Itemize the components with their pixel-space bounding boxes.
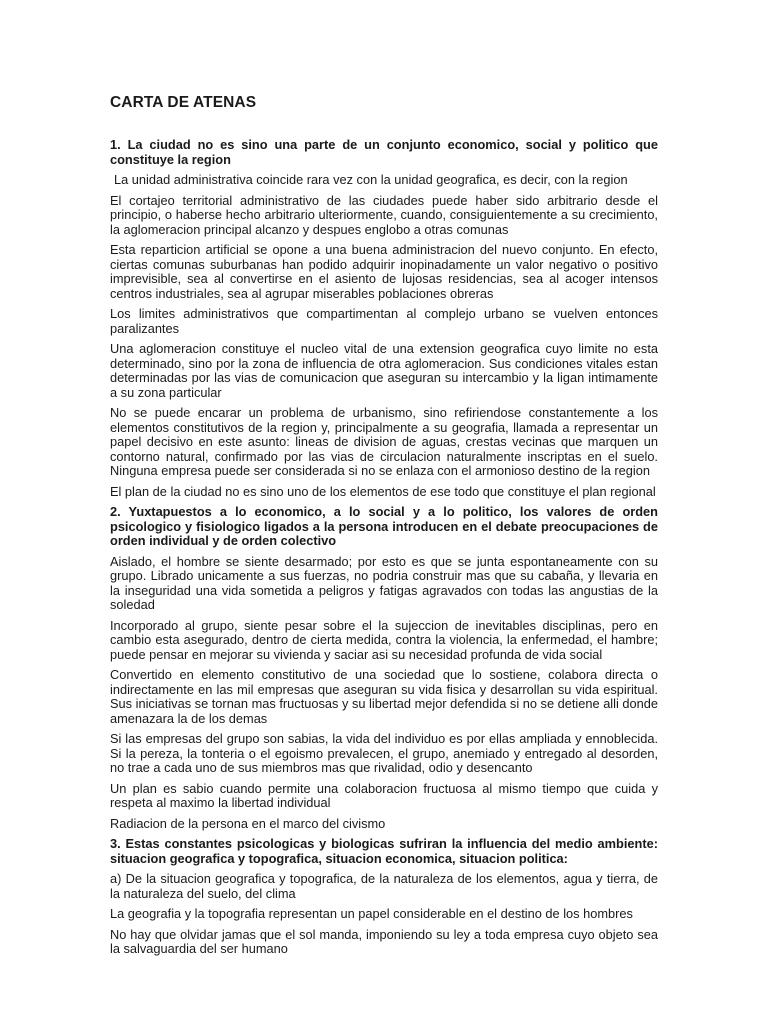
paragraph: Una aglomeracion constituye el nucleo vital de una extension geografica cuyo limite no esta determinado, sino por la zona de influencia de otra aglomeracion. Sus condiciones vitales estan determinadas por las vias de comunicacion que aseguran su intercambio y la ligan intimamente a su zona particular <box>110 341 658 400</box>
section-heading: 2. Yuxtapuestos a lo economico, a lo social y a lo politico, los valores de orden psicologico y fisiologico ligados a la persona introducen en el debate preocupaciones de orden individual y de orden colectivo <box>110 504 658 548</box>
paragraph: El cortajeo territorial administrativo de las ciudades puede haber sido arbitrario desde el principio, o haberse hecho arbitrario ulteriormente, cuando, consiguientemente a su crecimiento, la aglomeracion principal alcanzo y despues englobo a otras comunas <box>110 192 658 237</box>
paragraph: a) De la situacion geografica y topografica, de la naturaleza de los elementos, agua y tierra, de la naturaleza del suelo, del clima <box>110 871 658 901</box>
paragraph: Convertido en elemento constitutivo de una sociedad que lo sostiene, colabora directa o indirectamente en las mil empresas que aseguran su vida fisica y desarrollan su vida espiritual. Sus iniciativas se tornan mas fructuosas y su libertad mejor defendida si no se detiene alli donde amenazara la de los demas <box>110 667 658 726</box>
paragraph: La geografia y la topografia representan un papel considerable en el destino de los hombres <box>110 906 633 921</box>
paragraph: No hay que olvidar jamas que el sol manda, imponiendo su ley a toda empresa cuyo objeto sea la salvaguardia del ser humano <box>110 926 658 956</box>
section-heading: 3. Estas constantes psicologicas y biologicas sufriran la influencia del medio ambiente: situacion geografica y topografica, situacion economica, situacion politica: <box>110 836 658 866</box>
paragraph: El plan de la ciudad no es sino uno de los elementos de ese todo que constituye el plan regional <box>110 483 656 499</box>
paragraph: Esta reparticion artificial se opone a una buena administracion del nuevo conjunto. En efecto, ciertas comunas suburbanas han podido adquirir inopinadamente un valor negativo o positivo imprevisible, sea al convertirse en el asiento de lujosas residencias, sea al acoger intensos centros industriales, sea al agrupar miserables poblaciones obreras <box>110 242 658 301</box>
paragraph: Aislado, el hombre se siente desarmado; por esto es que se junta espontaneamente con su grupo. Librado unicamente a sus fuerzas, no podria construir mas que su cabaña, y llevaria en la inseguridad una vida sometida a peligros y fatigas agravados con todas las angustias de la soledad <box>110 553 658 612</box>
section-heading: 1. La ciudad no es sino una parte de un conjunto economico, social y politico que constituye la region <box>110 137 658 167</box>
paragraph: Los limites administrativos que compartimentan al complejo urbano se vuelven entonces paralizantes <box>110 306 658 336</box>
paragraph: Incorporado al grupo, siente pesar sobre el la sujeccion de inevitables disciplinas, pero en cambio esta asegurado, dentro de cierta medida, contra la violencia, la enfermedad, el hambre; puede pensar en mejorar su vivienda y saciar asi su necesidad profunda de vida social <box>110 617 658 662</box>
paragraph: La unidad administrativa coincide rara vez con la unidad geografica, es decir, con la region <box>114 172 628 187</box>
paragraph: Si las empresas del grupo son sabias, la vida del individuo es por ellas ampliada y ennoblecida. Si la pereza, la tonteria o el egoismo prevalecen, el grupo, anemiado y entregado al desorden, no trae a cada uno de sus miembros mas que rivalidad, odio y desencanto <box>110 731 658 775</box>
paragraph: Radiacion de la persona en el marco del civismo <box>110 815 386 831</box>
document-title: CARTA DE ATENAS <box>110 94 257 111</box>
paragraph: No se puede encarar un problema de urbanismo, sino refiriendose constantemente a los elementos constitutivos de la region y, principalmente a su geografia, llamada a representar un papel decisivo en este asunto: lineas de division de aguas, crestas vecinas que marquen un contorno natural, confirmado por las vias de circulacion naturalmente inscriptas en el suelo. Ninguna empresa puede ser considerada si no se enlaza con el armonioso destino de la region <box>110 405 658 478</box>
paragraph: Un plan es sabio cuando permite una colaboracion fructuosa al mismo tiempo que cuida y respeta al maximo la libertad individual <box>110 780 658 810</box>
document-body <box>110 138 658 957</box>
